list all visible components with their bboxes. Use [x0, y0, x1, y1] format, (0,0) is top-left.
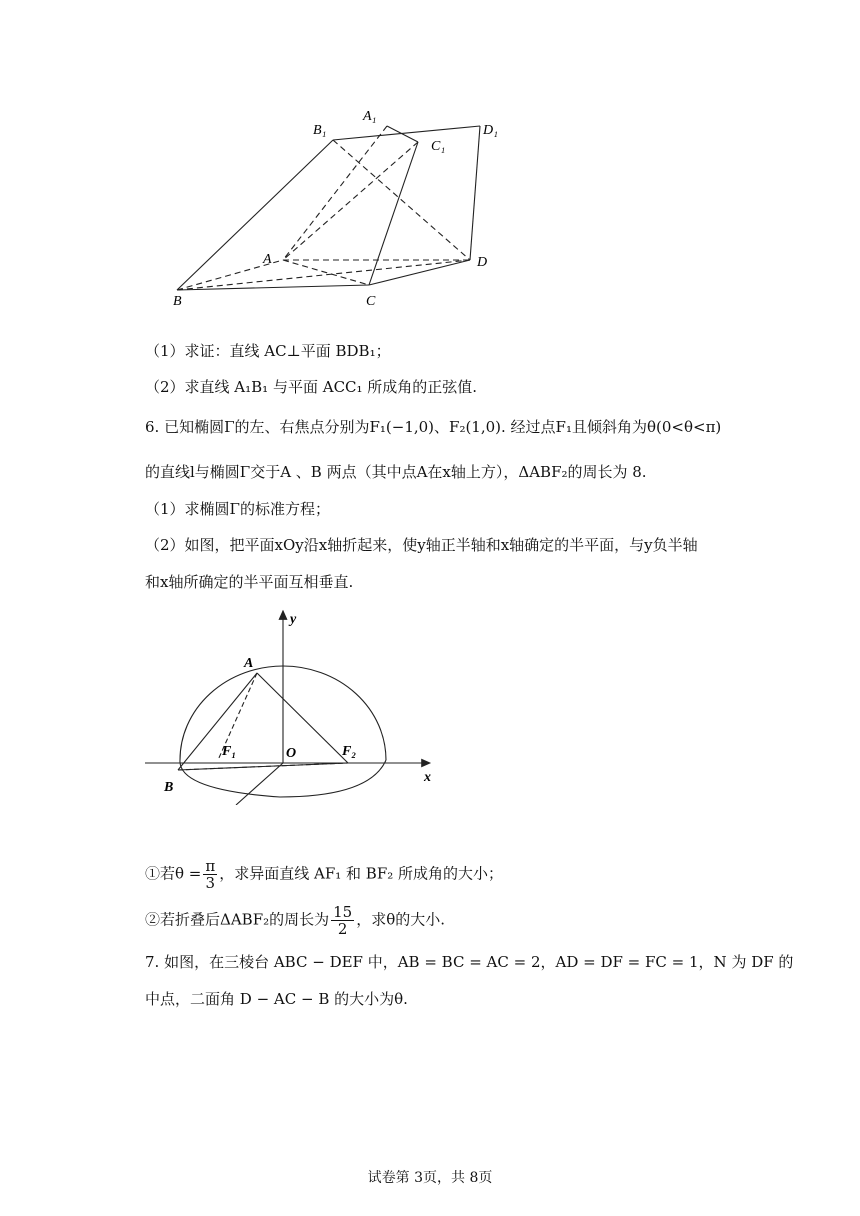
q5-part1: （1）求证：直线 AC⊥平面 BDB₁； [145, 342, 391, 360]
folded-ellipse-figure [140, 605, 450, 805]
q6-sub2-suffix: ，求θ的大小. [356, 910, 446, 929]
q7-line2: 中点，二面角 D − AC − B 的大小为θ. [145, 990, 408, 1008]
label-y: y [290, 612, 297, 627]
label-B2: B [164, 780, 174, 795]
q6-part2a: （2）如图，把平面xOy沿x轴折起来，使y轴正半轴和x轴确定的半平面，与y负半轴 [145, 536, 698, 554]
label-A1: A₁ [363, 109, 377, 124]
q6-sub1 [145, 858, 503, 891]
label-B1: B₁ [313, 123, 327, 138]
q6-part1: （1）求椭圆Γ的标准方程； [145, 500, 330, 518]
q6-part2b: 和x轴所确定的半平面互相垂直. [145, 573, 354, 591]
label-D1: D₁ [483, 123, 498, 138]
q6-line2: 的直线l与椭圆Γ交于A 、B 两点（其中点A在x轴上方），ΔABF₂的周长为 8. [145, 463, 647, 481]
q7-line1: 7. 如图，在三棱台 ABC − DEF 中，AB = BC = AC = 2，AD = DF = FC = 1，N 为 DF 的 [145, 953, 794, 971]
label-x: x [424, 770, 431, 785]
q6-sub2-prefix: ②若折叠后ΔABF₂的周长为 [145, 910, 330, 929]
label-O: O [286, 746, 297, 761]
q5-part2: （2）求直线 A₁B₁ 与平面 ACC₁ 所成角的正弦值. [145, 378, 478, 396]
q6-line1: 6. 已知椭圆Γ的左、右焦点分别为F₁(−1,0)、F₂(1,0). 经过点F₁且倾斜角为θ(0<θ<π) [145, 418, 722, 436]
label-A: A [263, 252, 272, 267]
label-A2: A [244, 656, 254, 671]
page-footer: 试卷第 3页，共 8页 [367, 1170, 493, 1186]
label-F1: F₁ [222, 744, 237, 759]
label-B: B [173, 294, 182, 309]
pi-over-3: $\frac{\pi}{3}$ [205, 857, 216, 892]
q6-sub2 [145, 904, 445, 937]
q6-sub1-prefix: ①若θ = [145, 864, 202, 883]
fifteen-over-2: $\frac{15}{2}$ [333, 903, 353, 938]
prism-figure [165, 100, 505, 315]
label-F2: F₂ [342, 744, 357, 759]
label-C: C [366, 294, 376, 309]
q6-sub1-suffix: ，求异面直线 AF₁ 和 BF₂ 所成角的大小； [219, 864, 504, 883]
label-C1: C₁ [431, 139, 446, 154]
label-D: D [477, 255, 488, 270]
